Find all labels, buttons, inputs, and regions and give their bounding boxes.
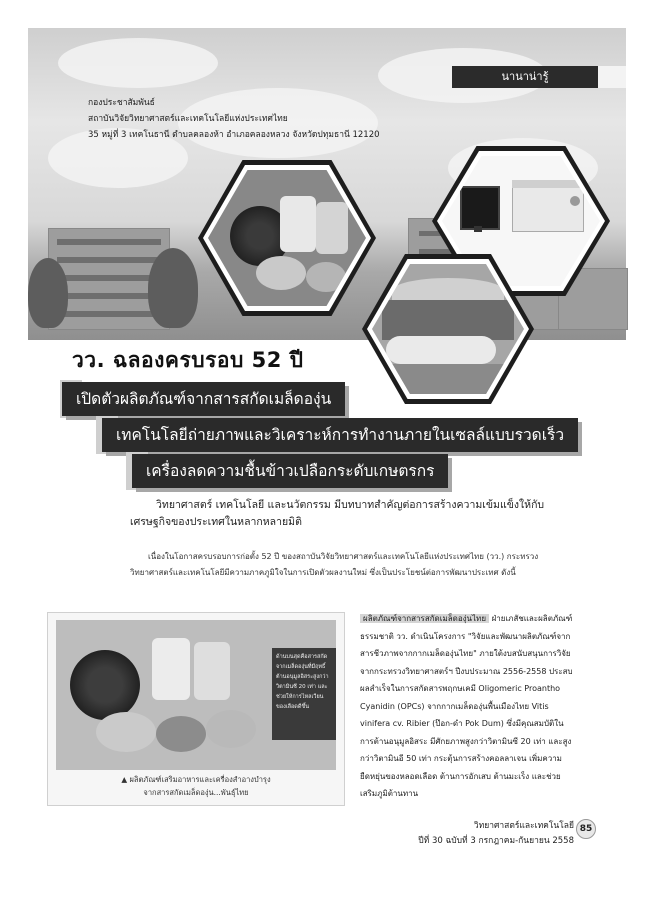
section-tag-accent — [598, 66, 626, 88]
subtitle-banner-imaging: เทคโนโลยีถ่ายภาพและวิเคราะห์การทำงานภายในเซลล์แบบรวดเร็ว — [102, 418, 578, 452]
article-title: วว. ฉลองครบรอบ 52 ปี — [72, 348, 304, 372]
intro-detail-paragraph: เนื่องในโอกาสครบรอบการก่อตั้ง 52 ปี ของสถาบันวิจัยวิทยาศาสตร์และเทคโนโลยีแห่งประเทศไทย (วว.) กระทรวงวิทยาศาสตร์และเทคโนโลยีมีความภาคภูมิใจในการเปิดตัวผลงานใหม่ ซึ่งเป็นประโยชน์ต่อการพัฒนาประเทศ ดังนี้ — [130, 552, 539, 577]
contact-block — [88, 95, 380, 143]
figure-caption-line1: ▲ ผลิตภัณฑ์เสริมอาหารและเครื่องสำอางบำรุง — [121, 775, 271, 784]
intro-paragraph: วิทยาศาสตร์ เทคโนโลยี และนวัตกรรม มีบทบาทสำคัญต่อการสร้างความเข้มแข็งให้กับเศรษฐกิจของประเทศในหลากหลายมิติ — [130, 499, 545, 528]
figure-caption-line2: จากสารสกัดเมล็ดองุ่น...พันธุ์ไทย — [143, 788, 249, 797]
contact-department: กองประชาสัมพันธ์ — [88, 98, 155, 108]
product-figure — [47, 612, 345, 806]
contact-address: 35 หมู่ที่ 3 เทคโนธานี ตำบลคลองห้า อำเภอคลองหลวง จังหวัดปทุมธานี 12120 — [88, 130, 380, 140]
body-text: ฝ่ายเภสัชและผลิตภัณฑ์ธรรมชาติ วว. ดำเนินโครงการ "วิจัยและพัฒนาผลิตภัณฑ์จากสารชีวภาพจากกากเมล็ดองุ่นไทย" ภายใต้งบสนับสนุนการวิจัยจากกระทรวงวิทยาศาสตร์ฯ ปีงบประมาณ 2556-2558 ประสบผลสำเร็จในการสกัดสารพฤกษเคมี Oligomeric Proantho Cyanidin (OPCs) จากกากเมล็ดองุ่นพื้นเมืองไทย Vitis vinifera cv. Ribier (ป๊อก-ดำ Pok Dum) ซึ่งมีคุณสมบัติในการต้านอนุมูลอิสระ มีศักยภาพสูงกว่าวิตามินซี 20 เท่า และสูงกว่าวิตามินอี 50 เท่า กระตุ้นการสร้างคอลลาเจน เพิ่มความยืดหยุ่นของหลอดเลือด ต้านการอักเสบ ต้านมะเร็ง และช่วยเสริมภูมิต้านทาน — [360, 614, 573, 798]
section-tag: นานาน่ารู้ — [452, 66, 598, 88]
subtitle-banner-dryer: เครื่องลดความชื้นข้าวเปลือกระดับเกษตรกร — [132, 454, 448, 488]
page-footer — [376, 819, 574, 849]
grape-extract-body — [360, 610, 574, 803]
figure-annotation: ด้านบนสุดคือสารสกัดจากเมล็ดองุ่นที่มีฤทธิ์ต้านอนุมูลอิสระสูงกว่าวิตามินซี 20 เท่า และช่วยให้การไหลเวียนของเลือดดีขึ้น — [272, 648, 336, 740]
subtitle-banner-grape: เปิดตัวผลิตภัณฑ์จากสารสกัดเมล็ดองุ่น — [62, 382, 345, 416]
page-number: 85 — [576, 819, 596, 839]
contact-institute: สถาบันวิจัยวิทยาศาสตร์และเทคโนโลยีแห่งประเทศไทย — [88, 114, 288, 124]
grape-supplement-photo — [56, 620, 336, 770]
body-highlight-heading: ผลิตภัณฑ์จากสารสกัดเมล็ดองุ่นไทย — [360, 614, 489, 623]
issue-info: ปีที่ 30 ฉบับที่ 3 กรกฎาคม-กันยายน 2558 — [418, 836, 574, 846]
figure-caption — [48, 773, 344, 799]
magazine-name: วิทยาศาสตร์และเทคโนโลยี — [473, 821, 574, 831]
